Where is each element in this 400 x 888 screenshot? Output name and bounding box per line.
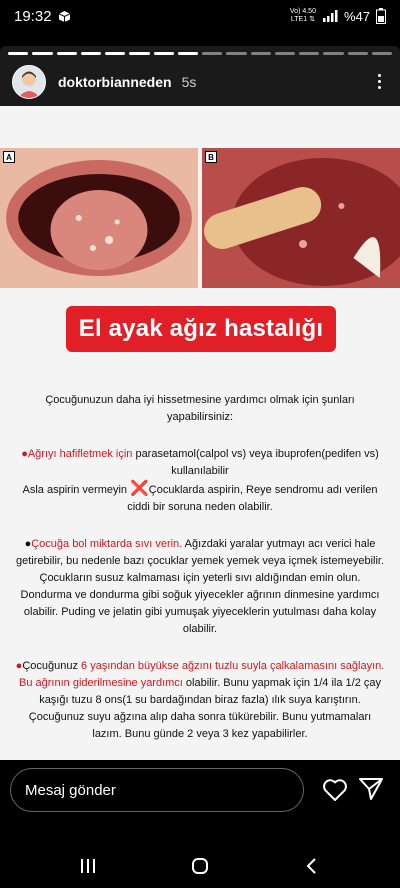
heart-icon[interactable]	[322, 778, 348, 802]
article-body	[14, 392, 386, 763]
photo-label-b: B	[205, 151, 217, 163]
story-progress-bar	[8, 52, 392, 55]
progress-segment	[154, 52, 174, 55]
progress-segment	[251, 52, 271, 55]
bullet: ●	[24, 538, 32, 550]
avatar-image	[13, 66, 45, 98]
paragraph-fluids	[14, 536, 386, 638]
progress-segment	[105, 52, 125, 55]
highlight-text: 6 yaşından büyükse ağzını tuzlu suyla çalkalamasını sağlayın. Bu ağrının giderilmesine yardımcı	[19, 660, 385, 689]
paragraph-saltwater	[14, 658, 386, 743]
bullet: ●	[21, 448, 28, 460]
paragraph-text: olabilir. Bunu yapmak için 1/4 ila 1/2 çay kaşığı tuzu 8 ons(1 su bardağından biraz fazla) ılık suya karıştırın. Çocuğunuz suyu ağzına alıp daha sonra tükürebilir. Bunu yutmamaları lazım. Bunu günde 2 veya 3 kez yapabilirler.	[28, 677, 381, 740]
network-indicator	[290, 8, 316, 24]
story-content	[0, 106, 400, 760]
signal-icon	[322, 10, 338, 22]
cube-icon	[58, 10, 71, 23]
recent-apps-icon[interactable]	[78, 856, 98, 876]
network-line-2: LTE1 ⇅	[290, 16, 315, 23]
photo-label-a: A	[3, 151, 15, 163]
message-input[interactable]	[10, 768, 304, 812]
warning-text: Çocuklarda aspirin, Reye sendromu adı verilen ciddi bir soruna neden olabilir.	[127, 484, 378, 513]
battery-percent: %47	[343, 8, 370, 24]
page-title: El ayak ağız hastalığı	[78, 315, 324, 342]
story-username[interactable]: doktorbianneden	[58, 74, 172, 90]
progress-segment	[178, 52, 198, 55]
progress-segment	[372, 52, 392, 55]
progress-segment	[275, 52, 295, 55]
x-mark-icon: ❌	[130, 480, 149, 497]
message-placeholder: Mesaj gönder	[25, 781, 116, 799]
paragraph-text: Ağızdaki yaralar yutmayı acı verici hale getirebilir, bu nedenle bazı çocuklar yemek yemek veya içmek istemeyebilir. Çocukların susuz kalmaması için yeterli sıvı aldığından emin olun. Dondurma ve dondurma gibi soğuk yiyecekler ağrının dinmesine yardımcı olabilir. Puding ve jelatin gibi yumuşak yiyeceklerin yutulması daha kolay olabilir.	[15, 538, 385, 635]
tongue-illustration	[0, 148, 198, 288]
photo-mouth	[202, 148, 400, 288]
progress-segment	[57, 52, 77, 55]
status-bar	[0, 0, 400, 32]
warning-text: Asla aspirin vermeyin	[22, 484, 131, 496]
progress-segment	[202, 52, 222, 55]
progress-segment	[323, 52, 343, 55]
avatar[interactable]	[12, 65, 46, 99]
progress-segment	[8, 52, 28, 55]
highlight-text: Ağrıyı hafifletmek için	[27, 448, 133, 460]
send-icon[interactable]	[358, 776, 384, 802]
progress-segment	[81, 52, 101, 55]
progress-segment	[299, 52, 319, 55]
paragraph-text: parasetamol(calpol vs) veya ibuprofen(pedifen vs) kullanılabilir	[132, 448, 379, 477]
intro-text: Çocuğunuzun daha iyi hissetmesine yardımcı olmak için şunları yapabilirsiniz:	[45, 394, 355, 423]
bullet: ●	[15, 660, 23, 672]
progress-segment	[226, 52, 246, 55]
title-banner	[66, 306, 336, 352]
battery-icon	[376, 8, 386, 24]
reply-bar	[0, 760, 400, 888]
paragraph-pain	[14, 446, 386, 516]
more-options-icon[interactable]	[378, 71, 382, 92]
clock: 19:32	[14, 7, 52, 25]
photo-strip	[0, 148, 400, 288]
mouth-illustration	[202, 148, 400, 288]
home-icon[interactable]	[190, 856, 210, 876]
highlight-text: Çocuğa bol miktarda sıvı verin.	[31, 538, 183, 550]
progress-segment	[348, 52, 368, 55]
network-line-1: Vo) 4.50	[289, 8, 316, 15]
back-icon[interactable]	[302, 856, 322, 876]
story-time-ago: 5s	[181, 74, 197, 90]
progress-segment	[129, 52, 149, 55]
photo-tongue	[0, 148, 198, 288]
paragraph-text: Çocuğunuz	[22, 660, 82, 672]
progress-segment	[32, 52, 52, 55]
story-header	[0, 58, 400, 106]
